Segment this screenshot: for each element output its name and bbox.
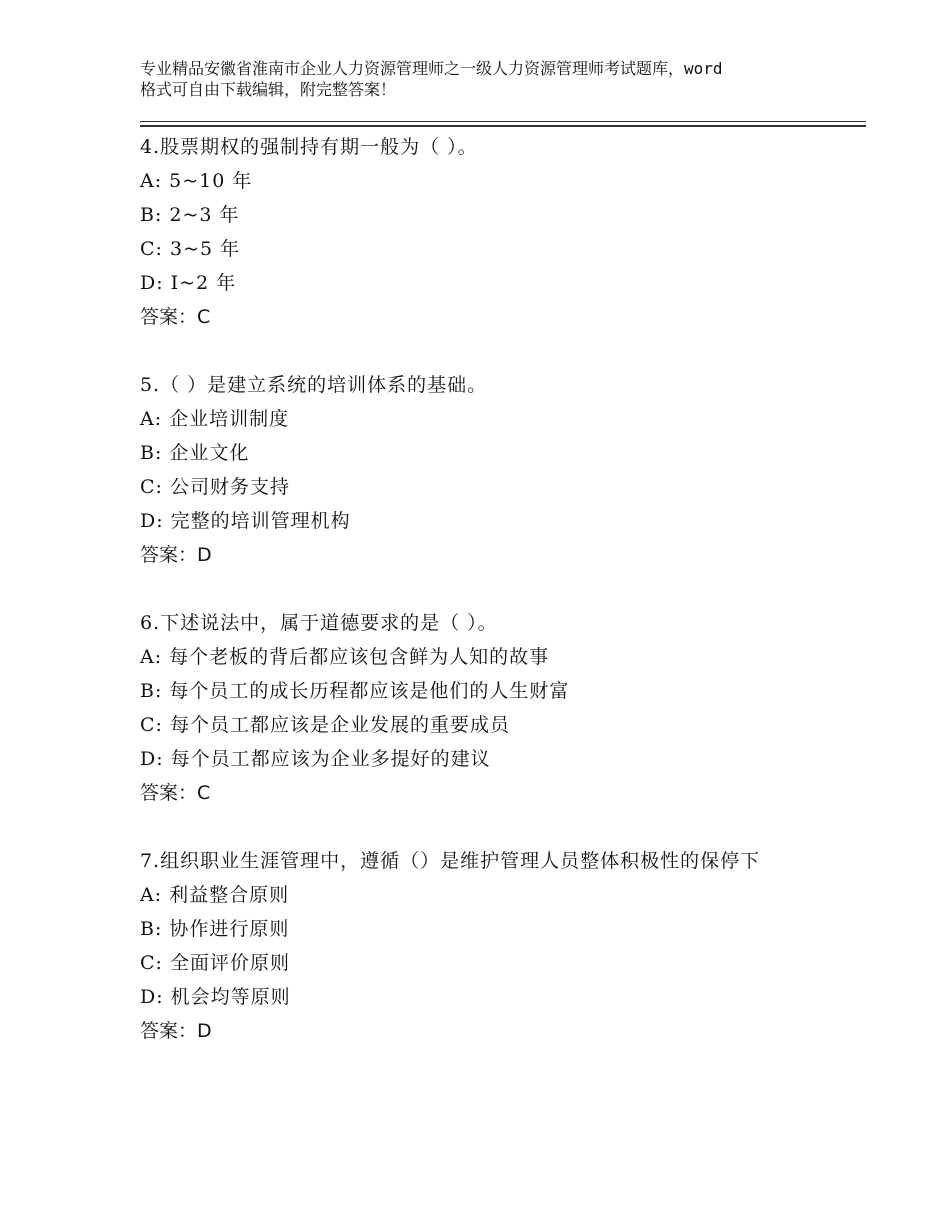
question-stem: 5.（ ）是建立系统的培训体系的基础。 <box>140 374 488 396</box>
answer-label: 答案：D <box>140 1020 212 1042</box>
option-c: C: 公司财务支持 <box>140 476 290 498</box>
option-d: D: 机会均等原则 <box>140 986 291 1008</box>
option-b: B: 协作进行原则 <box>140 918 290 940</box>
option-a: A: 企业培训制度 <box>140 408 290 430</box>
document-header <box>140 58 840 100</box>
option-b: B: 2~3 年 <box>140 204 240 226</box>
question-5 <box>140 368 860 572</box>
option-c: C: 全面评价原则 <box>140 952 290 974</box>
option-c: C: 每个员工都应该是企业发展的重要成员 <box>140 714 510 736</box>
option-d: D: 每个员工都应该为企业多提好的建议 <box>140 748 491 770</box>
answer-label: 答案：D <box>140 544 212 566</box>
option-d: D: 完整的培训管理机构 <box>140 510 351 532</box>
header-divider-thick <box>140 125 866 127</box>
answer-label: 答案：C <box>140 782 211 804</box>
option-b: B: 企业文化 <box>140 442 250 464</box>
question-list <box>140 130 860 1082</box>
question-stem: 4.股票期权的强制持有期一般为（ ）。 <box>140 136 478 158</box>
option-c: C: 3~5 年 <box>140 238 241 260</box>
question-stem: 7.组织职业生涯管理中，遵循（）是维护管理人员整体积极性的保停下 <box>140 850 761 872</box>
option-d: D: I~2 年 <box>140 272 237 294</box>
option-a: A: 5~10 年 <box>140 170 253 192</box>
header-divider-thin <box>140 121 866 122</box>
option-b: B: 每个员工的成长历程都应该是他们的人生财富 <box>140 680 570 702</box>
header-line-2: 格式可自由下载编辑，附完整答案！ <box>140 80 397 99</box>
option-a: A: 利益整合原则 <box>140 884 290 906</box>
answer-label: 答案：C <box>140 306 211 328</box>
question-7 <box>140 844 860 1048</box>
option-a: A: 每个老板的背后都应该包含鲜为人知的故事 <box>140 646 550 668</box>
question-4 <box>140 130 860 334</box>
question-stem: 6.下述说法中，属于道德要求的是（ ）。 <box>140 612 498 634</box>
question-6 <box>140 606 860 810</box>
header-line-1: 专业精品安徽省淮南市企业人力资源管理师之一级人力资源管理师考试题库，word <box>140 59 723 78</box>
